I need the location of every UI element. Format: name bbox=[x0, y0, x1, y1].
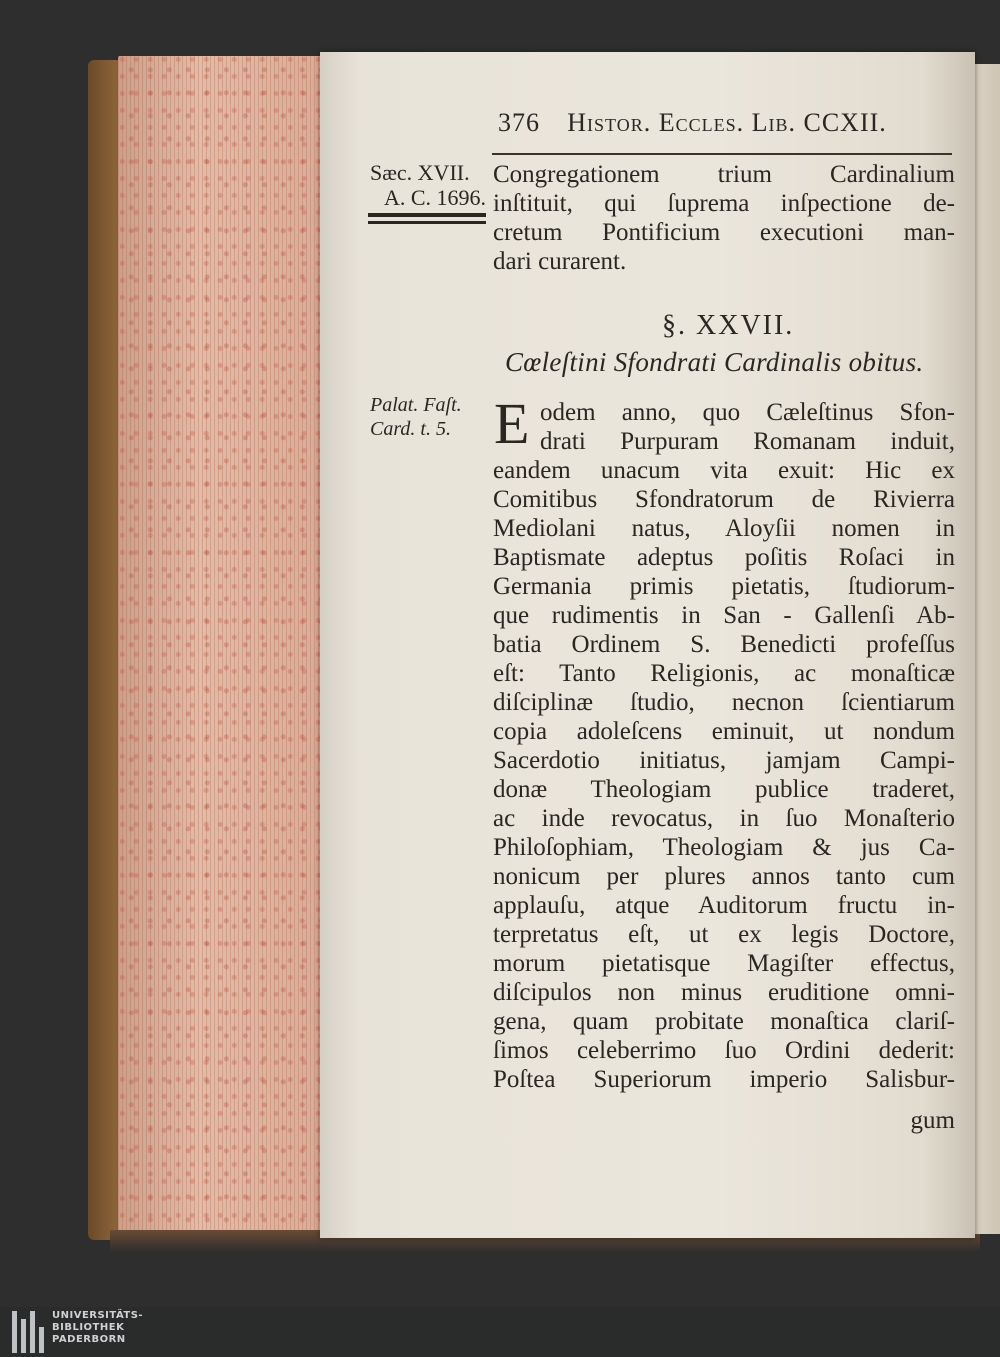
page-edges-block bbox=[118, 56, 323, 1236]
paragraph-line: applauſu, atque Auditorum fructu in- bbox=[493, 892, 955, 919]
paragraph-line: copia adoleſcens eminuit, ut nondum bbox=[493, 718, 955, 745]
paragraph-line: ſimos celeberrimo ſuo Ordini dederit: bbox=[493, 1037, 955, 1064]
margin-note-saeculum: Sæc. XVII. bbox=[370, 160, 470, 185]
catchword: gum bbox=[910, 1107, 955, 1134]
intro-line: dari curarent. bbox=[493, 248, 627, 275]
section-number: §. XXVII. bbox=[662, 310, 795, 341]
paragraph-line: batia Ordinem S. Benedicti profeſſus bbox=[493, 631, 955, 658]
running-title: Histor. Eccles. Lib. CCXII. bbox=[567, 108, 887, 137]
paragraph-line: Baptismate adeptus poſitis Roſaci in bbox=[493, 544, 955, 571]
running-header bbox=[498, 108, 887, 138]
paragraph-line: diſciplinæ ſtudio, necnon ſcientiarum bbox=[493, 689, 955, 716]
page-number: 376 bbox=[498, 108, 540, 137]
library-logo-icon bbox=[12, 1311, 44, 1353]
paragraph-line: donæ Theologiam publice traderet, bbox=[493, 776, 955, 803]
paragraph-line: Comitibus Sfondratorum de Rivierra bbox=[493, 486, 955, 513]
logo-text-line-2: BIBLIOTHEK bbox=[52, 1322, 125, 1333]
paragraph-line: diſcipulos non minus eruditione omni- bbox=[493, 979, 955, 1006]
paragraph-line: ac inde revocatus, in ſuo Monaſterio bbox=[493, 805, 955, 832]
intro-line: Congregationem trium Cardinalium bbox=[493, 161, 955, 188]
paragraph-line: Poſtea Superiorum imperio Salisbur- bbox=[493, 1066, 955, 1093]
paragraph-line: odem anno, quo Cæleſtinus Sfon- bbox=[540, 399, 955, 426]
paragraph-line: eandem unacum vita exuit: Hic ex bbox=[493, 457, 955, 484]
margin-divider-thin bbox=[368, 221, 486, 224]
paragraph-line: terpretatus eſt, ut ex legis Doctore, bbox=[493, 921, 955, 948]
paragraph-line: eſt: Tanto Religionis, ac monaſticæ bbox=[493, 660, 955, 687]
margin-note-source-2: Card. t. 5. bbox=[370, 418, 451, 440]
paragraph-line: gena, quam probitate monaſtica clariſ- bbox=[493, 1008, 955, 1035]
section-title: Cœleſtini Sfondrati Cardinalis obitus. bbox=[505, 347, 924, 377]
paragraph-line: Sacerdotio initiatus, jamjam Campi- bbox=[493, 747, 955, 774]
intro-line: inſtituit, qui ſuprema inſpectione de- bbox=[493, 190, 955, 217]
footer-bar bbox=[0, 1307, 1000, 1357]
margin-note-anno: A. C. 1696. bbox=[384, 185, 487, 210]
drop-cap: E bbox=[494, 391, 530, 456]
paragraph-line: que rudimentis in San - Gallenſi Ab- bbox=[493, 602, 955, 629]
logo-text-line-3: PADERBORN bbox=[52, 1334, 126, 1345]
header-rule bbox=[492, 153, 952, 155]
margin-divider-thick bbox=[368, 213, 486, 217]
paragraph-line: Philoſophiam, Theologiam & jus Ca- bbox=[493, 834, 955, 861]
paragraph-line: Mediolani natus, Aloyſii nomen in bbox=[493, 515, 955, 542]
paragraph-line: morum pietatisque Magiſter effectus, bbox=[493, 950, 955, 977]
logo-text-line-1: UNIVERSITÄTS- bbox=[52, 1310, 144, 1321]
intro-line: cretum Pontificium executioni man- bbox=[493, 219, 955, 246]
margin-note-source-1: Palat. Faſt. bbox=[370, 394, 462, 416]
paragraph-line: Germania primis pietatis, ſtudiorum- bbox=[493, 573, 955, 600]
paragraph-line: nonicum per plures annos tanto cum bbox=[493, 863, 955, 890]
paragraph-line: drati Purpuram Romanam induit, bbox=[540, 428, 955, 455]
